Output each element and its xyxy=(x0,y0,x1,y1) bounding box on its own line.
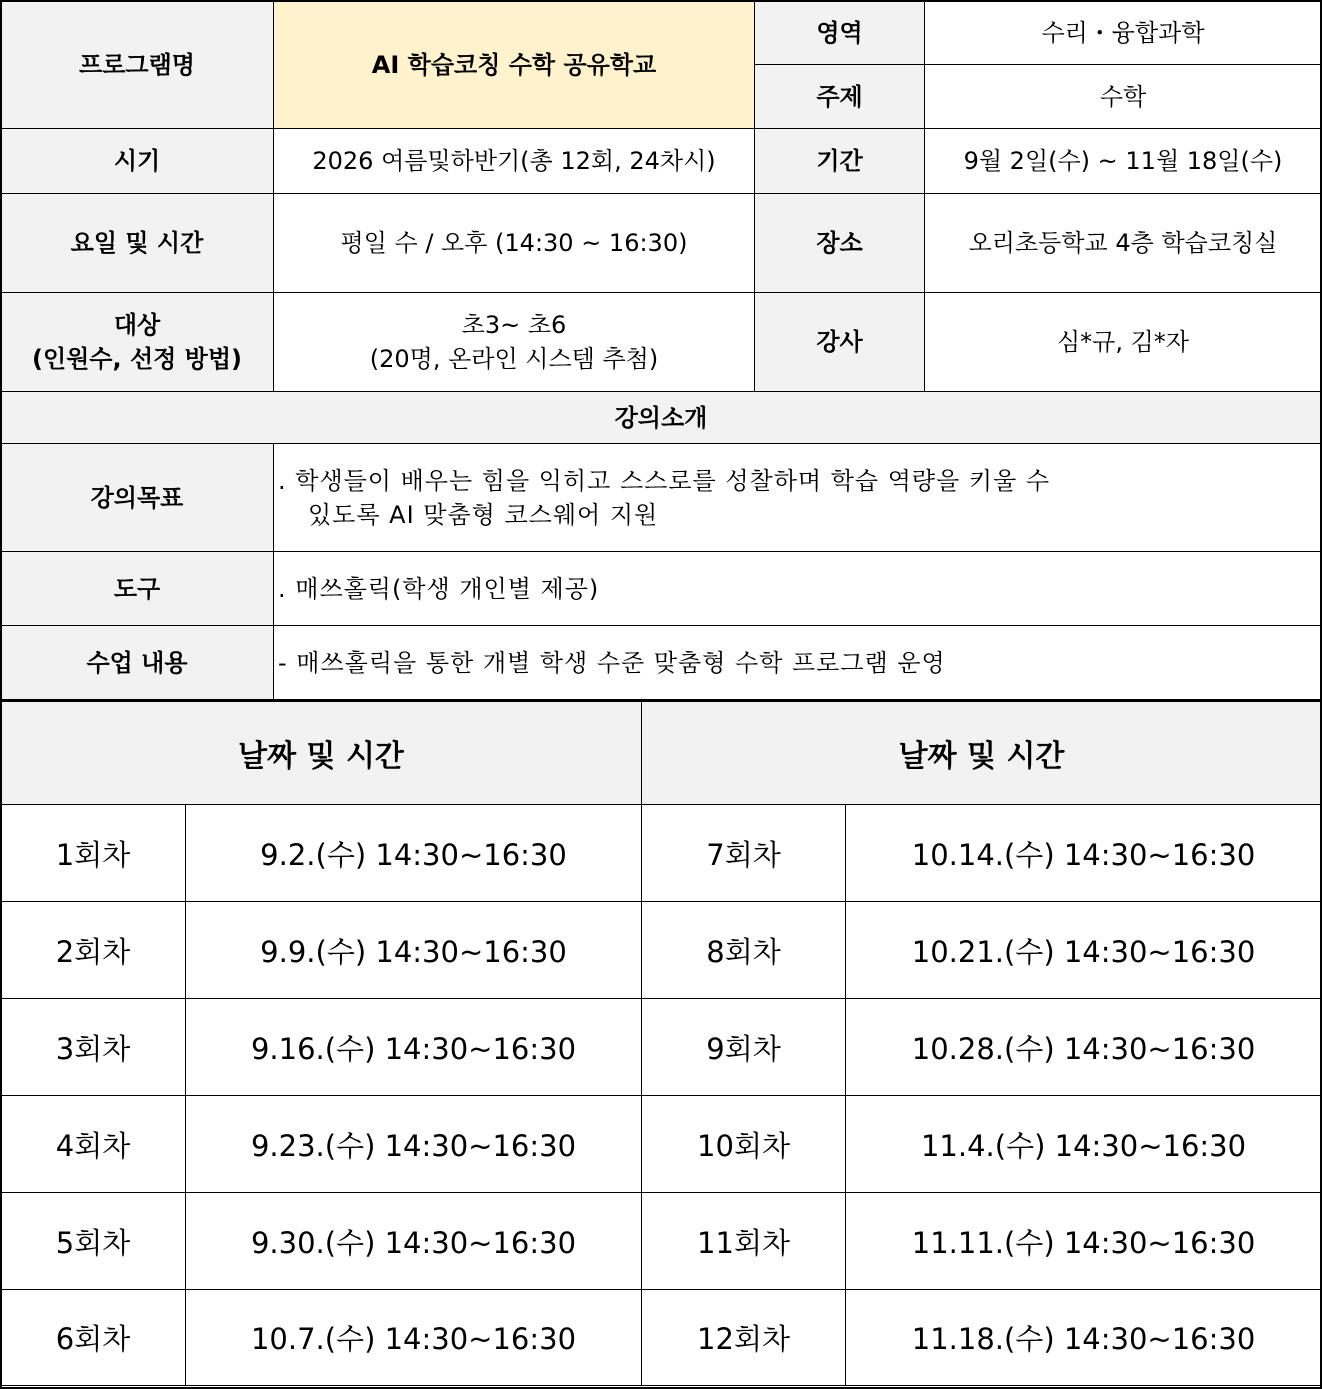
session-datetime: 10.28.(수) 14:30~16:30 xyxy=(846,999,1322,1096)
target-label xyxy=(1,293,274,392)
schedule-row xyxy=(1,1096,1322,1193)
session-datetime: 9.30.(수) 14:30~16:30 xyxy=(186,1193,642,1290)
duration-label: 기간 xyxy=(755,129,925,194)
session-datetime: 9.16.(수) 14:30~16:30 xyxy=(186,999,642,1096)
intro-header: 강의소개 xyxy=(1,392,1322,444)
duration-value: 9월 2일(수) ~ 11월 18일(수) xyxy=(925,129,1322,194)
goal-line1: . 학생들이 배우는 힘을 익히고 스스로를 성찰하며 학습 역량을 키울 수 xyxy=(278,466,1051,495)
schedule-header-right: 날짜 및 시간 xyxy=(642,701,1322,805)
session-datetime: 10.21.(수) 14:30~16:30 xyxy=(846,902,1322,999)
session-label: 4회차 xyxy=(1,1096,186,1193)
section-divider xyxy=(0,699,1322,702)
place-label: 장소 xyxy=(755,194,925,293)
session-label: 1회차 xyxy=(1,805,186,902)
target-label-line1: 대상 xyxy=(113,311,161,339)
subject-value: 수학 xyxy=(925,65,1322,129)
goal-label: 강의목표 xyxy=(1,444,274,552)
place-value: 오리초등학교 4층 학습코칭실 xyxy=(925,194,1322,293)
program-name-value: AI 학습코칭 수학 공유학교 xyxy=(274,1,755,129)
subject-label: 주제 xyxy=(755,65,925,129)
session-datetime: 11.11.(수) 14:30~16:30 xyxy=(846,1193,1322,1290)
session-datetime: 9.9.(수) 14:30~16:30 xyxy=(186,902,642,999)
day-time-value: 평일 수 / 오후 (14:30 ~ 16:30) xyxy=(274,194,755,293)
instructor-value: 심*규, 김*자 xyxy=(925,293,1322,392)
schedule-table xyxy=(0,700,1322,1386)
session-datetime: 9.23.(수) 14:30~16:30 xyxy=(186,1096,642,1193)
session-datetime: 10.14.(수) 14:30~16:30 xyxy=(846,805,1322,902)
period-value: 2026 여름및하반기(총 12회, 24차시) xyxy=(274,129,755,194)
session-label: 8회차 xyxy=(642,902,846,999)
schedule-header-left: 날짜 및 시간 xyxy=(1,701,642,805)
schedule-row xyxy=(1,805,1322,902)
content-label: 수업 내용 xyxy=(1,626,274,700)
session-label: 3회차 xyxy=(1,999,186,1096)
session-label: 12회차 xyxy=(642,1290,846,1386)
schedule-row xyxy=(1,1290,1322,1386)
session-label: 11회차 xyxy=(642,1193,846,1290)
goal-line2: 있도록 AI 맞춤형 코스웨어 지원 xyxy=(308,500,659,529)
schedule-row xyxy=(1,1193,1322,1290)
content-value: - 매쓰홀릭을 통한 개별 학생 수준 맞춤형 수학 프로그램 운영 xyxy=(274,626,1322,700)
schedule-row xyxy=(1,999,1322,1096)
session-label: 9회차 xyxy=(642,999,846,1096)
instructor-label: 강사 xyxy=(755,293,925,392)
session-datetime: 11.18.(수) 14:30~16:30 xyxy=(846,1290,1322,1386)
session-datetime: 9.2.(수) 14:30~16:30 xyxy=(186,805,642,902)
target-label-line2: (인원수, 선정 방법) xyxy=(31,345,243,373)
target-value-line2: (20명, 온라인 시스템 추첨) xyxy=(369,345,659,373)
target-value xyxy=(274,293,755,392)
tool-label: 도구 xyxy=(1,552,274,626)
session-label: 10회차 xyxy=(642,1096,846,1193)
session-label: 5회차 xyxy=(1,1193,186,1290)
period-label: 시기 xyxy=(1,129,274,194)
session-label: 7회차 xyxy=(642,805,846,902)
tool-value: . 매쓰홀릭(학생 개인별 제공) xyxy=(274,552,1322,626)
area-label: 영역 xyxy=(755,1,925,65)
target-value-line1: 초3~ 초6 xyxy=(461,311,567,339)
goal-value xyxy=(274,444,1322,552)
program-name-label: 프로그램명 xyxy=(1,1,274,129)
session-label: 6회차 xyxy=(1,1290,186,1386)
day-time-label: 요일 및 시간 xyxy=(1,194,274,293)
schedule-row xyxy=(1,902,1322,999)
session-datetime: 10.7.(수) 14:30~16:30 xyxy=(186,1290,642,1386)
area-value: 수리・융합과학 xyxy=(925,1,1322,65)
session-datetime: 11.4.(수) 14:30~16:30 xyxy=(846,1096,1322,1193)
session-label: 2회차 xyxy=(1,902,186,999)
